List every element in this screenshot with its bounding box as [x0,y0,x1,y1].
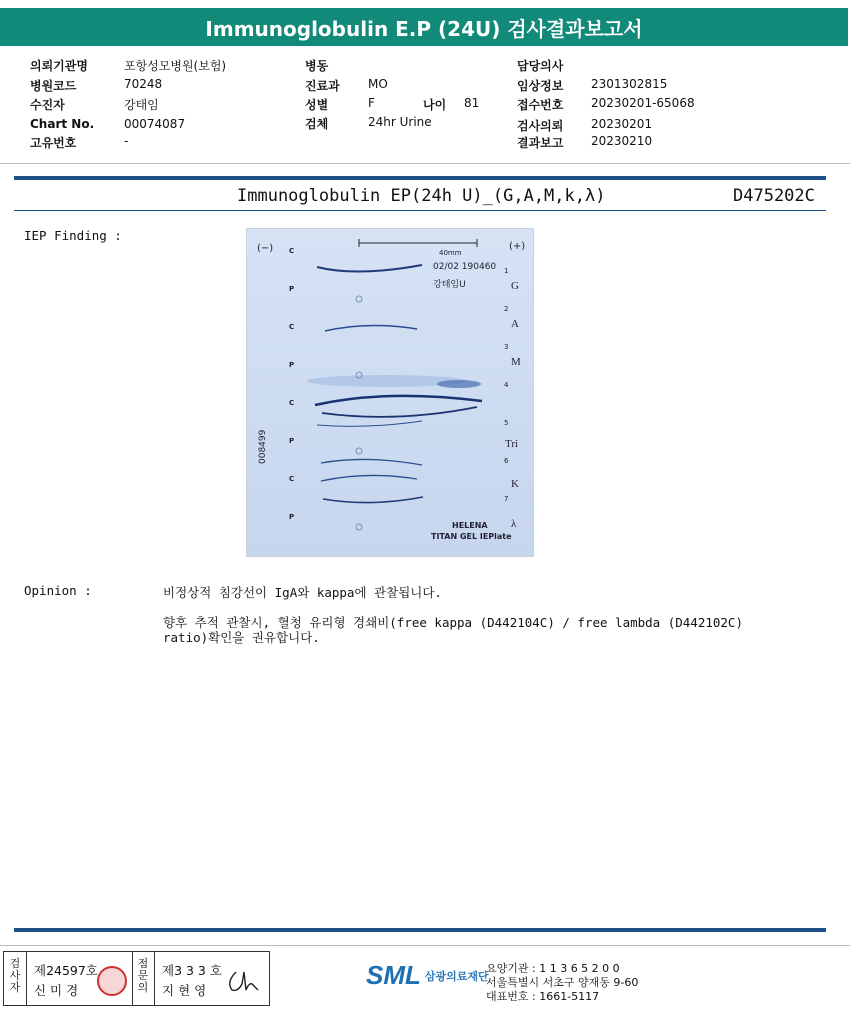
mark-0: C [289,247,295,255]
org-name: 삼광의료재단 [424,969,489,983]
value-unique-no: - [124,134,129,148]
value-department: MO [368,77,388,91]
gel-brand1: HELENA [452,521,488,530]
gel-date: 02/02 190460 [433,262,497,272]
mark-7: P [289,513,295,521]
letter-tri: Tri [505,438,519,450]
opinion-line1: 비정상적 침강선이 IgA와 kappa에 관찰됩니다. [163,585,442,600]
letter-k: K [511,478,519,490]
label-report-date: 결과보고 [517,136,564,150]
address: 서울특별시 서초구 양재동 9-60 [486,976,639,989]
gel-name: 강태임U [433,280,466,290]
value-report-date: 20230210 [591,134,653,148]
test-code: D475202C [733,186,815,206]
gel-drawing [247,229,533,556]
seal-stamp [97,966,127,996]
institution-code: 요양기관 : 1 1 3 6 5 2 0 0 [486,962,620,975]
mark-6: C [289,475,295,483]
mark-3: P [289,361,295,369]
label-doctor: 담당의사 [517,59,564,73]
sml-logo-text: SML [366,960,421,990]
gel-brand2: TITAN GEL IEPlate [431,532,512,541]
gel-minus: (−) [257,243,274,254]
letter-m: M [511,356,521,368]
value-age: 81 [464,96,480,110]
label-specimen: 검체 [305,117,329,131]
specialist-number: 제3 3 3 호 [162,963,222,978]
num-6: 7 [504,495,509,503]
label-hospital-code: 병원코드 [30,79,77,93]
value-patient: 강태임 [124,98,159,112]
footer-rule [14,928,826,932]
opinion-line3: ratio)확인을 권유합니다. [163,630,320,645]
tester-label: 검사자 [9,957,21,994]
iep-gel-image [246,228,534,557]
label-clinical-info: 임상정보 [517,79,564,93]
mark-4: C [289,399,295,407]
specialist-name: 지 현 영 [162,983,207,998]
iep-label: IEP Finding : [24,228,122,243]
tester-name: 신 미 경 [34,983,79,998]
letter-lambda: λ [511,518,517,530]
label-request-date: 검사의뢰 [517,119,564,133]
num-2: 3 [504,343,509,351]
report-title: Immunoglobulin E.P (24U) 검사결과보고서 [0,8,848,46]
signature-box [3,951,270,1006]
label-receipt-no: 접수번호 [517,98,564,112]
value-sex: F [368,96,375,110]
value-clinical-info: 2301302815 [591,77,668,91]
opinion-line2: 향후 추적 관찰시, 혈청 유리형 경쇄비(free kappa (D442104C) / free lambda (D442102C) [163,615,743,630]
value-receipt-no: 20230201-65068 [591,96,695,110]
gel-plus: (+) [509,241,526,252]
opinion-label: Opinion : [24,583,92,598]
num-4: 5 [504,419,509,427]
tester-number: 제24597호 [34,963,98,978]
signature [224,966,262,996]
letter-g: G [511,280,519,292]
value-specimen: 24hr Urine [368,115,432,129]
mark-5: P [289,437,295,445]
gel-side-code: 008499 [258,429,268,464]
footer-divider [0,945,850,946]
value-institution: 포항성모병원(보험) [124,59,227,73]
num-0: 1 [504,267,509,275]
value-request-date: 20230201 [591,117,653,131]
label-institution: 의뢰기관명 [30,59,88,73]
label-age: 나이 [423,98,447,112]
num-5: 6 [504,457,509,465]
label-patient: 수진자 [30,98,65,112]
letter-a: A [511,318,519,330]
sml-logo [366,960,489,991]
label-sex: 성별 [305,98,329,112]
specialist-label: 점문의 [137,957,149,994]
section-top-rule [14,176,826,180]
label-department: 진료과 [305,79,340,93]
mark-1: P [289,285,295,293]
phone: 대표번호 : 1661-5117 [486,990,600,1003]
num-1: 2 [504,305,509,313]
divider [0,163,850,164]
value-hospital-code: 70248 [124,77,163,91]
label-unique-no: 고유번호 [30,136,77,150]
test-title: Immunoglobulin EP(24h U)_(G,A,M,k,λ) [237,186,606,206]
gel-scale: 40mm [439,249,462,257]
label-ward: 병동 [305,59,329,73]
value-chart-no: 00074087 [124,117,186,131]
num-3: 4 [504,381,509,389]
mark-2: C [289,323,295,331]
label-chart-no: Chart No. [30,117,95,131]
section-rule [14,210,826,211]
